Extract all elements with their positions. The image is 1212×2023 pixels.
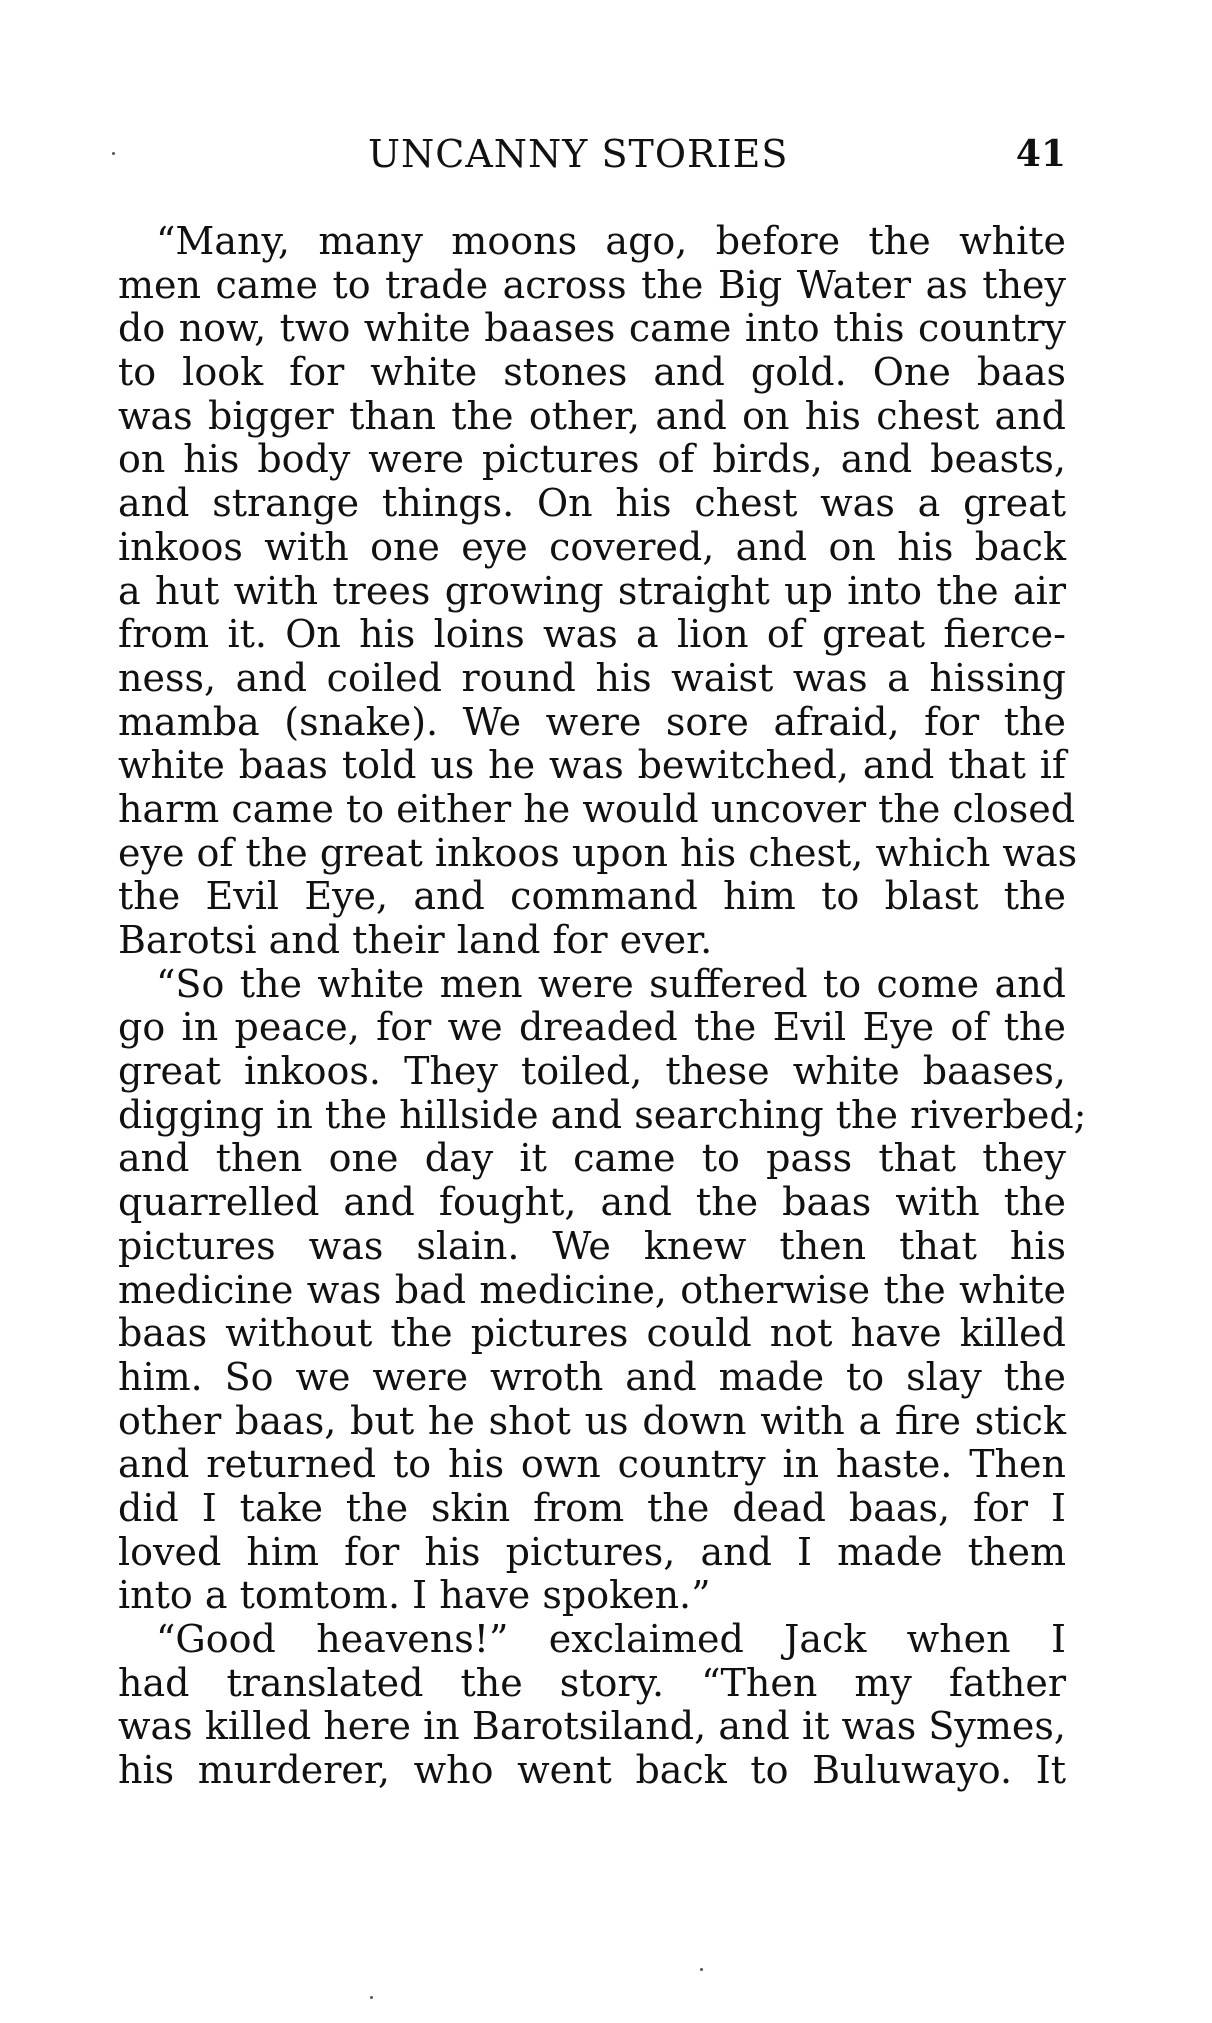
text-line: baas without the pictures could not have killed bbox=[118, 1311, 1066, 1356]
print-speck bbox=[112, 152, 115, 155]
text-line: was killed here in Barotsiland, and it was Symes, bbox=[118, 1704, 1066, 1749]
text-line: on his body were pictures of birds, and beasts, bbox=[118, 437, 1066, 482]
text-line: ness, and coiled round his waist was a hissing bbox=[118, 655, 1066, 700]
text-line: quarrelled and fought, and the baas with the bbox=[118, 1180, 1066, 1225]
print-speck bbox=[700, 1968, 703, 1971]
text-line: digging in the hillside and searching the riverbed; bbox=[118, 1092, 1087, 1137]
text-line: and then one day it came to pass that they bbox=[118, 1136, 1066, 1181]
text-line: do now, two white baases came into this country bbox=[118, 306, 1066, 351]
text-line: and returned to his own country in haste. Then bbox=[118, 1442, 1066, 1487]
running-head: UNCANNY STORIES bbox=[368, 132, 789, 176]
page-header bbox=[118, 128, 1066, 180]
text-line: had translated the story. “Then my father bbox=[118, 1660, 1066, 1705]
text-line: “Good heavens!” exclaimed Jack when I bbox=[156, 1617, 1066, 1661]
text-line: other baas, but he shot us down with a fire stick bbox=[118, 1398, 1066, 1443]
text-line: “So the white men were suffered to come and bbox=[156, 961, 1066, 1006]
text-line: his murderer, who went back to Buluwayo. It bbox=[118, 1748, 1066, 1793]
text-line: from it. On his loins was a lion of great fierce- bbox=[118, 612, 1066, 657]
text-line: the Evil Eye, and command him to blast the bbox=[118, 874, 1066, 919]
text-line: to look for white stones and gold. One baas bbox=[118, 350, 1066, 395]
text-line: him. So we were wroth and made to slay the bbox=[118, 1354, 1066, 1399]
text-line: loved him for his pictures, and I made them bbox=[118, 1529, 1066, 1574]
text-line: harm came to either he would uncover the closed bbox=[118, 786, 1076, 831]
text-line: into a tomtom. I have spoken.” bbox=[118, 1573, 711, 1618]
text-line: “Many, many moons ago, before the white bbox=[156, 219, 1066, 263]
text-line: and strange things. On his chest was a great bbox=[118, 481, 1066, 526]
text-line: mamba (snake). We were sore afraid, for the bbox=[118, 699, 1066, 744]
text-line: eye of the great inkoos upon his chest, which was bbox=[118, 830, 1078, 875]
text-line: did I take the skin from the dead baas, for I bbox=[118, 1485, 1066, 1530]
print-speck bbox=[370, 1996, 373, 1999]
text-line: inkoos with one eye covered, and on his back bbox=[118, 524, 1066, 569]
text-line: great inkoos. They toiled, these white baases, bbox=[118, 1049, 1066, 1094]
text-line: pictures was slain. We knew then that his bbox=[118, 1223, 1066, 1268]
text-line: go in peace, for we dreaded the Evil Eye of the bbox=[118, 1005, 1066, 1050]
page-number: 41 bbox=[1015, 133, 1066, 175]
text-line: was bigger than the other, and on his chest and bbox=[118, 393, 1066, 438]
text-line: Barotsi and their land for ever. bbox=[118, 918, 713, 962]
body-text bbox=[118, 219, 1087, 1793]
text-line: white baas told us he was bewitched, and that if bbox=[118, 743, 1066, 788]
text-line: a hut with trees growing straight up into the air bbox=[118, 568, 1066, 613]
text-line: men came to trade across the Big Water as they bbox=[118, 262, 1066, 307]
text-line: medicine was bad medicine, otherwise the white bbox=[118, 1267, 1066, 1312]
